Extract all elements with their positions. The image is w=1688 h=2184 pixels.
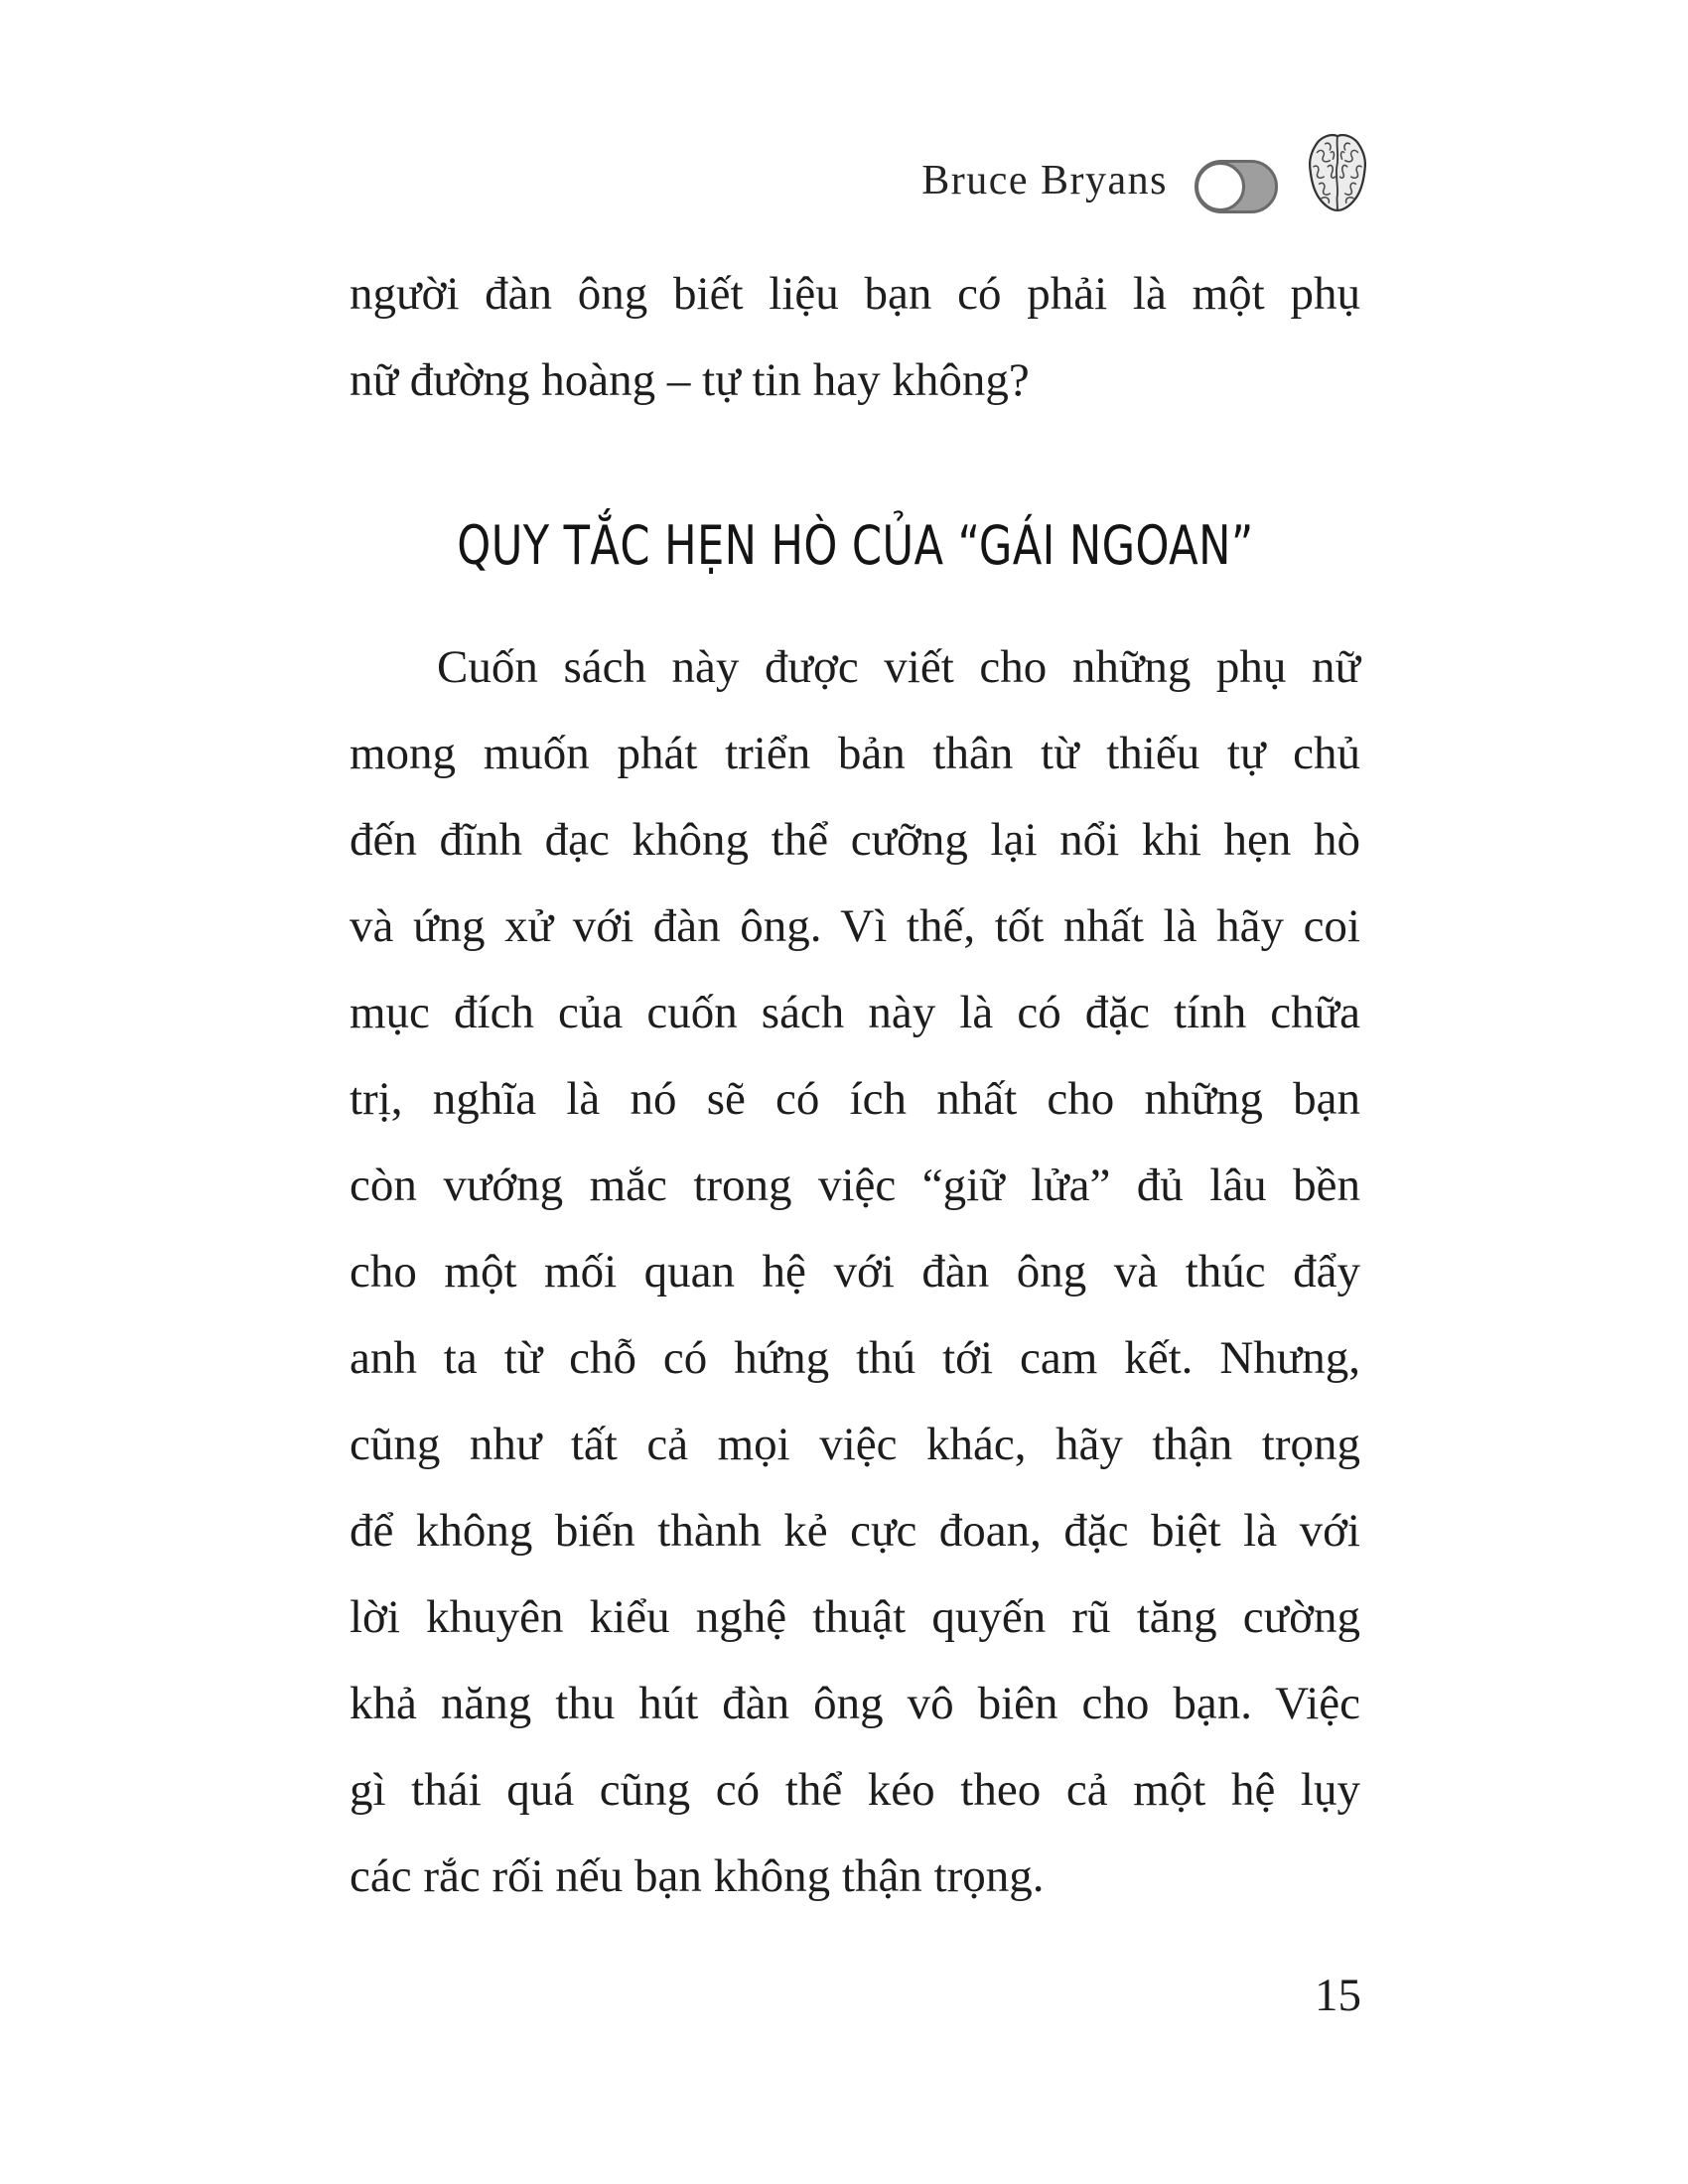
text-line: còn vướng mắc trong việc “giữ lửa” đủ lâu bền <box>350 1160 1360 1211</box>
text-block <box>350 251 1360 1920</box>
body-paragraph <box>350 624 1360 1920</box>
page-number: 15 <box>1315 1970 1361 2021</box>
text-line: cũng như tất cả mọi việc khác, hãy thận trọng <box>350 1419 1360 1470</box>
text-line: lời khuyên kiểu nghệ thuật quyến rũ tăng cường <box>350 1591 1360 1643</box>
text-line: anh ta từ chỗ có hứng thú tới cam kết. Nhưng, <box>350 1332 1360 1384</box>
section-heading <box>350 516 1360 576</box>
text-line: đến đĩnh đạc không thể cưỡng lại nổi khi hẹn hò <box>350 814 1360 866</box>
text-line: trị, nghĩa là nó sẽ có ích nhất cho những bạn <box>350 1073 1360 1125</box>
text-line: khả năng thu hút đàn ông vô biên cho bạn. Việc <box>350 1678 1360 1729</box>
intro-paragraph <box>350 251 1360 424</box>
text-line: người đàn ông biết liệu bạn có phải là một phụ <box>350 268 1360 320</box>
text-line: nữ đường hoàng – tự tin hay không? <box>350 354 1030 406</box>
text-line: để không biến thành kẻ cực đoan, đặc biệt là với <box>350 1505 1360 1557</box>
toggle-switch-icon <box>1195 160 1278 213</box>
text-line: cho một mối quan hệ với đàn ông và thúc đẩy <box>350 1246 1360 1297</box>
section-heading-text: QUY TẮC HẸN HÒ CỦA “GÁI NGOAN” <box>456 514 1254 577</box>
toggle-knob <box>1196 162 1245 211</box>
text-line: mong muốn phát triển bản thân từ thiếu tự chủ <box>350 728 1360 779</box>
author-name: Bruce Bryans <box>921 158 1168 204</box>
text-line: các rắc rối nếu bạn không thận trọng. <box>350 1850 1045 1902</box>
page-header <box>921 132 1370 213</box>
text-line: Cuốn sách này được viết cho những phụ nữ <box>437 641 1360 693</box>
text-line: mục đích của cuốn sách này là có đặc tính chữa <box>350 987 1360 1038</box>
brain-icon <box>1305 132 1370 213</box>
text-line: gì thái quá cũng có thể kéo theo cả một hệ lụy <box>350 1764 1360 1816</box>
text-line: và ứng xử với đàn ông. Vì thế, tốt nhất là hãy coi <box>350 900 1360 952</box>
